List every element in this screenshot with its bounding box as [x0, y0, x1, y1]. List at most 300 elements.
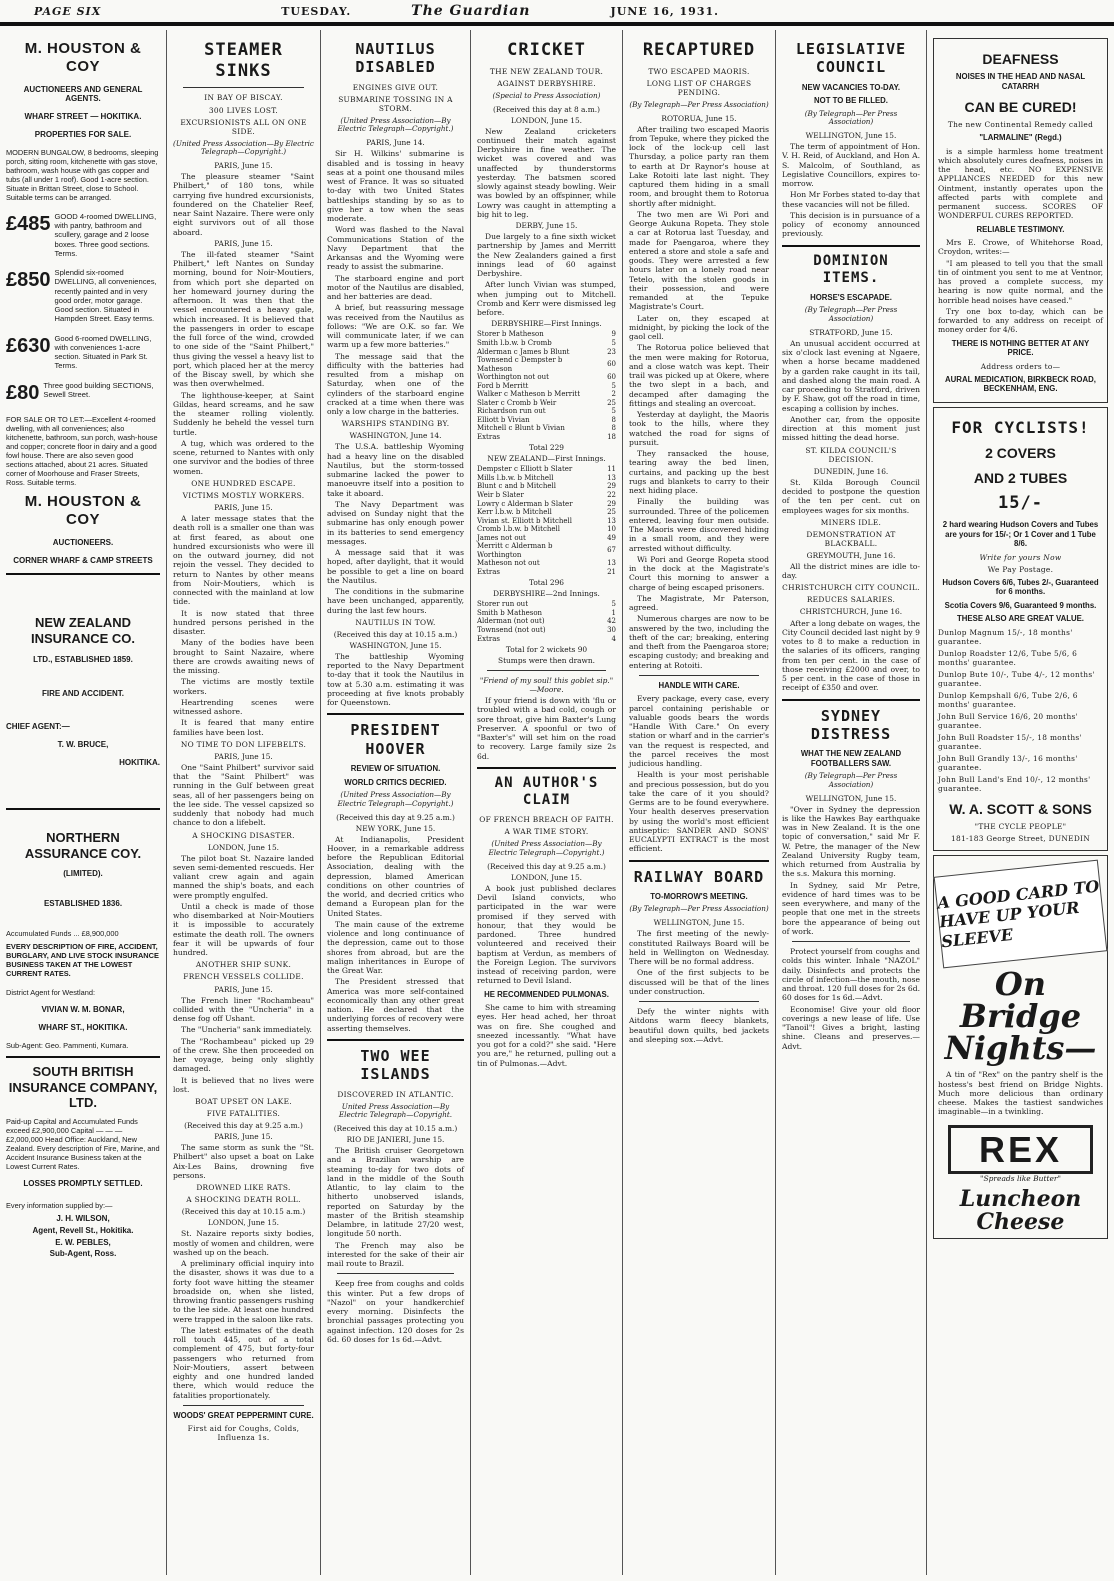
- runs: 13: [607, 516, 616, 525]
- subhead: FRENCH VESSELS COLLIDE.: [183, 972, 304, 982]
- subhead: ONE HUNDRED ESCAPE.: [191, 478, 296, 488]
- runs: 2: [611, 390, 616, 399]
- cycle-people: "THE CYCLE PEOPLE": [974, 822, 1067, 832]
- subhead: BOAT UPSET ON LAKE.: [195, 1097, 292, 1107]
- paragraph: The message said that the difficulty with the batteries had resulted from a mishap on Saturday, when one of the cylinders of the starboard engine cracked at a time when there was only a low charge in the batteries.: [327, 351, 464, 417]
- score-row: [477, 407, 616, 416]
- paragraph: They ransacked the house, tearing away the bed linen, curtains, and packing up the best rugs and blankets to carry to their next hiding place.: [629, 449, 769, 496]
- batsman: Smith l.b.w. b Cromb: [477, 338, 552, 347]
- column-nautilus: [320, 30, 470, 1575]
- runs: 67: [607, 546, 616, 555]
- south-british-title: SOUTH BRITISH INSURANCE COMPANY, LTD.: [8, 1063, 158, 1111]
- paragraph: Every package, every case, every parcel containing perishable or valuable goods bears the words "Handle With Care." On every station or wharf and in the carrier's van the request is respected, and the parcel receives the most judicious handling.: [629, 694, 769, 769]
- larmaline-name: "LARMALINE" (Regd.): [979, 133, 1062, 143]
- blankets-ad: Defy the winter nights with Aitdons warm fleecy blankets, beautiful down quilts, bed jackets and sleeping sox.—Advt.: [629, 1007, 769, 1044]
- cyclists-ad: [933, 407, 1108, 852]
- runs: 5: [611, 381, 616, 390]
- batsman: Alderman (not out): [477, 617, 545, 626]
- headline-nautilus: NAUTILUS DISABLED: [355, 40, 436, 77]
- date-label: JUNE 16, 1931.: [610, 4, 719, 18]
- headline-president-hoover: PRESIDENT HOOVER: [350, 721, 441, 758]
- listing-text: Good 6-roomed DWELLING, with conveniences 1-acre section. Situated in Park St. Terms.: [54, 333, 152, 371]
- divider: [639, 1001, 759, 1002]
- paragraph: Word was flashed to the Naval Communications Station of the Navy Department that the Arkansas and the Wyoming were ready to assist the submarine.: [327, 225, 464, 272]
- scorecard-heading: DERBYSHIRE—2nd Innings.: [493, 589, 600, 599]
- listing-text: Three good building SECTIONS, Sewell Street.: [43, 380, 154, 399]
- paragraph: The pleasure steamer "Saint Philbert," of 180 tons, while carrying five hundred excursionists, foundered on the Chatelier Reef, near Saint Nazaire. There were only eight survivors out of all those aboard.: [173, 172, 314, 237]
- chief-agent-label: CHIEF AGENT:—: [6, 722, 70, 732]
- paragraph: The Magistrate, Mr Paterson, agreed.: [629, 593, 769, 613]
- price: £630: [6, 334, 51, 357]
- score-row: [477, 559, 616, 568]
- batsman: Richardson run out: [477, 407, 546, 416]
- paragraph: One "Saint Philbert" survivor said that the "Saint Philbert" was running in the Gulf between great seas, all of her passengers being on the lee side. The vessel capsized so suddenly that nobody had much chance to don a lifebelt.: [173, 762, 314, 828]
- credit-line: (United Press Association—By Electric Telegraph—Copyright.): [173, 138, 314, 157]
- divider: [327, 713, 464, 715]
- dateline: GREYMOUTH, June 16.: [806, 550, 896, 560]
- luncheon-cheese: Luncheon Cheese: [959, 1185, 1082, 1235]
- subhead: ENGINES GIVE OUT.: [352, 82, 439, 92]
- paragraph: "Over in Sydney the depression is like the Hawkes Bay earthquake was in New Zealand. It is the one topic of conversation," said Mr F. W. Petre, the manager of the New Zealand University Rugby team, which returned from Australia by the s.s. Makura this morning.: [782, 804, 920, 879]
- score-row: [477, 339, 616, 348]
- bungalow-listing: MODERN BUNGALOW, 8 bedrooms, sleeping porch, sitting room, kitchenette with gas stove, bathroom, wash house with gas copper and tubs (all under 1 roof). Good 1-acre section. Situate in Brittan Street, close to School. Suitable terms can be arranged.: [6, 147, 159, 202]
- south-british-details: Paid-up Capital and Accumulated Funds exceed £2,900,000 Capital — — — £2,000,000 Head Office: Auckland, New Zealand. Every description of Fire, Marine, and Accident Insurance Business taken at the Lowest Current Rates.: [6, 1117, 160, 1172]
- subhead: LONG LIST OF CHARGES PENDING.: [646, 78, 752, 97]
- paragraph: The term of appointment of Hon. V. H. Reid, of Auckland, and Hon A. S. Malcolm, of Southland, as Legislative Councillors, expires to-morrow.: [782, 142, 920, 189]
- headline-legislative-council: LEGISLATIVE COUNCIL: [795, 40, 907, 77]
- district-agent-label: District Agent for Westland:: [6, 988, 95, 998]
- paragraph: St. Nazaire reports sixty bodies, mostly of women and children, were washed up on the beach.: [173, 1229, 314, 1257]
- write-now: Write for yours Now: [979, 552, 1062, 562]
- credit-line: (United Press Association—By Electric Telegraph—Copyright.): [488, 839, 605, 857]
- dateline: LONDON, June 15.: [207, 842, 280, 852]
- tyre-item: Dunlop Kempshall 6/6, Tube 2/6, 6 months' guarantee.: [938, 690, 1078, 709]
- paragraph: Another car, from the opposite direction at this moment just missed hitting the dead horse.: [782, 414, 920, 443]
- subhead: NO TIME TO DON LIFEBELTS.: [180, 739, 307, 749]
- houston-tagline: AUCTIONEERS AND GENERAL AGENTS.: [23, 84, 143, 104]
- paragraph: A message said that it was hoped, after daylight, that it would be possible to get a line on board the Nautilus.: [327, 548, 464, 585]
- deafness-ad: [933, 38, 1108, 403]
- address-label: Address orders to—: [980, 361, 1061, 371]
- score-row: [477, 491, 616, 500]
- score-row: [477, 424, 616, 433]
- runs: 29: [607, 499, 616, 508]
- batsman: Merritt c Alderman b Worthington: [477, 542, 553, 559]
- dateline: CHRISTCHURCH, June 16.: [799, 607, 903, 617]
- dateline: PARIS, June 15.: [214, 1132, 273, 1142]
- rex-ad: [933, 855, 1108, 1238]
- subhead: IN BAY OF BISCAY.: [204, 93, 283, 103]
- subhead: DROWNED LIKE RATS.: [196, 1183, 291, 1193]
- dateline: DUNEDIN, June 16.: [813, 466, 889, 476]
- insurance-description: EVERY DESCRIPTION OF FIRE, ACCIDENT, BURGLARY, AND LIVE STOCK INSURANCE BUSINESS TAKEN AT THE LOWEST CURRENT RATES.: [6, 941, 159, 979]
- paragraph: Health is your most perishable and precious possession, but do you take the care of it you should? Germs are to be found everywhere. Your health deserves preservation by using the world's most efficient antiseptic: SANDER AND SONS' EUCALYPTI EXTRACT is the most efficient.: [629, 770, 769, 854]
- nz-established: LTD., ESTABLISHED 1859.: [33, 654, 133, 664]
- divider: [792, 941, 910, 942]
- auctioneers-label: AUCTIONEERS.: [52, 537, 114, 547]
- runs: 13: [607, 473, 616, 482]
- quote: "Friend of my soul! this goblet sip." —Moore.: [479, 676, 614, 695]
- paragraph: After a long debate on wages, the City Council decided last night by 9 votes to 8 to make a reduction in the salaries of its officers, ranging from ten per cent. in the case of those receiving £2000 and over, to 5 per cent. in the case of those in receipt of £350 and over.: [782, 618, 920, 693]
- dateline: PARIS, June 15.: [214, 751, 273, 761]
- batsman: James not out: [477, 533, 526, 542]
- subhead: NEW VACANCIES TO-DAY.: [801, 82, 901, 92]
- headline-railway-board: RAILWAY BOARD: [633, 867, 765, 886]
- headline-steamer-sinks: STEAMER SINKS: [204, 40, 283, 81]
- batsman: Alderman c James b Blunt: [477, 347, 570, 356]
- properties-heading: PROPERTIES FOR SALE.: [34, 129, 132, 139]
- tyre-item: John Bull Roadster 15/-, 18 months' guarantee.: [938, 733, 1082, 752]
- nazol-ad-2: Protect yourself from coughs and colds this winter. Inhale "NAZOL" daily. Disinfects and protects the circle of infection—the mouth, nose and throat. 120 full doses for 2s 6d. 60 doses for 1s 6d.—Advt.: [782, 947, 920, 1003]
- batsman: Extras: [477, 432, 500, 441]
- runs: 8: [611, 415, 616, 424]
- dateline: PARIS, June 15.: [214, 238, 273, 248]
- paragraph: Heartrending scenes were witnessed ashore.: [173, 697, 314, 717]
- divider: [6, 573, 160, 575]
- paragraph: Wi Pori and George Ropeta stood in the dock at the Magistrate's Court this morning to answer a charge of being escaped prisoners.: [629, 554, 769, 592]
- price: £850: [6, 269, 51, 292]
- subhead: TO-MORROW'S MEETING.: [650, 891, 748, 901]
- listing-text: GOOD 4-roomed DWELLING, with pantry, bathroom and scullery, garage and 2 loose boxes. Three good sections. Terms.: [54, 211, 157, 258]
- credit-line: (United Press Association—By Electric Telegraph—Copyright.): [337, 790, 454, 808]
- paragraph: It is now stated that three hundred persons perished in the disaster.: [173, 608, 314, 637]
- subhead: REDUCES SALARIES.: [806, 595, 896, 605]
- batsman: Kerr l.b.w. b Mitchell: [477, 508, 552, 517]
- also-value: THESE ALSO ARE GREAT VALUE.: [957, 614, 1084, 624]
- batsman: Elliott b Vivian: [477, 415, 530, 424]
- batsman: Dempster c Elliott b Slater: [477, 465, 573, 474]
- score-row: [477, 609, 616, 618]
- spreads-like-butter: "Spreads like Butter": [980, 1174, 1061, 1184]
- limited-label: (LIMITED).: [63, 869, 103, 879]
- dateline: LONDON, June 15.: [207, 1218, 280, 1228]
- paragraph: The ill-fated steamer "Saint Philbert," left Nantes on Sunday morning, bound for Noir-Moutiers, from which port she departed on her homeward journey during the afternoon. It was then that the vessel encountered a heavy gale, which increased. It is believed that the passengers in order to escape the full force of the wind, crowded to one side of the "Saint Philbert," thus giving the vessel a heavy list to port, which placed her at the mercy of the Biscay swell, by which she was then overwhelmed.: [173, 249, 314, 389]
- postage: We Pay Postage.: [987, 564, 1054, 574]
- subhead: NOT TO BE FILLED.: [814, 96, 888, 106]
- batsman: Worthington not out: [477, 373, 549, 382]
- headline-sydney-distress: SYDNEY DISTRESS: [810, 706, 892, 743]
- runs: 11: [607, 465, 616, 474]
- aural-address: AURAL MEDICATION, BIRKBECK ROAD, BECKENHAM, ENG.: [945, 374, 1096, 394]
- can-be-cured: CAN BE CURED!: [964, 99, 1077, 116]
- score-row: [477, 568, 616, 577]
- headline-authors-claim: AN AUTHOR'S CLAIM: [494, 774, 599, 808]
- headline-two-wee-islands: TWO WEE ISLANDS: [360, 1046, 431, 1084]
- paragraph: The "Uncheria" sank immediately.: [181, 1025, 312, 1035]
- runs: 5: [611, 338, 616, 347]
- paragraph: The starboard engine and port motor of the Nautilus are disabled, and her batteries are dead.: [327, 273, 464, 302]
- tanoil-ad: Economise! Give your old floor coverings a new lease of life. Use "Tanoil"! Gives a bright, lasting shine. Cleans and preserves.—Advt.: [782, 1004, 920, 1051]
- paragraph: An unusual accident occurred at six o'clock last evening at Ngaere, when a horse became maddened by a garden rake caught in its tail, and dashed along the main road. A car proceeding to Stratford, driven by F. Shaw, got off the road in time, escaping a collision by inches.: [782, 338, 920, 413]
- divider: [6, 808, 160, 810]
- batsman: Extras: [477, 567, 500, 576]
- vivian-name: VIVIAN W. M. BONAR,: [41, 1005, 125, 1015]
- tyre-item: Dunlop Magnum 15/-, 18 months' guarantee.: [938, 627, 1073, 646]
- paragraph: Hon Mr Forbes stated to-day that these vacancies will not be filled.: [782, 190, 920, 209]
- runs: 13: [607, 559, 616, 568]
- cyclists-title: FOR CYCLISTS!: [951, 417, 1090, 437]
- paragraph: It is believed that no lives were lost.: [173, 1075, 314, 1094]
- runs: 42: [607, 617, 616, 626]
- column-steamer: [166, 30, 320, 1575]
- runs: 18: [607, 432, 616, 441]
- paragraph: The French liner "Rochambeau" collided with the "Uncheria" in a dense fog off Ushant.: [173, 995, 314, 1024]
- paragraph: New Zealand cricketers continued their match against Derbyshire in fine weather. The wicket was covered and was unaffected by thunderstorms yesterday. The batsmen scored slowly against steady bowling. Weir was bowled by an offspinner, while Lowry was caught in attempting a big hit to leg.: [477, 126, 616, 219]
- page-number: PAGE SIX: [34, 4, 102, 18]
- testimony-quote: "I am pleased to tell you that the small tin of ointment you sent to me at Ventnor, has proved a complete success, my hearing is now quite normal, and the horrible head noises have ceased.": [938, 258, 1103, 305]
- deafness-title: DEAFNESS: [982, 51, 1059, 67]
- subhead: DEMONSTRATION AT BLACKBALL.: [806, 529, 896, 548]
- paragraph: A later message states that the death roll is a smaller one than was at first feared, as about one hundred excursionists who were ill on the outward journey, did not rejoin the vessel. They decided to return to Nantes by other means from Noir-Moutiers, which is connected with the mainland at low tide.: [173, 514, 314, 607]
- paragraph: The Rotorua police believed that the men were making for Rotorua, and a close watch was kept. Their trail was picked up at Okere, where the two slept in a bach, and decamped after damaging the fittings and stealing an overcoat.: [629, 343, 769, 408]
- batsman: Vivian st. Elliott b Mitchell: [477, 516, 572, 525]
- headline-dominion-items: DOMINION ITEMS.: [813, 252, 889, 286]
- credit-line: (United Press Association—By Electric Telegraph—Copyright.): [337, 115, 454, 134]
- scorecard-nz-1: [477, 465, 616, 576]
- info-label: Every information supplied by:—: [6, 1201, 113, 1211]
- peppermint-ad: WOODS' GREAT PEPPERMINT CURE.: [173, 1410, 314, 1420]
- runs: 49: [607, 533, 616, 542]
- deafness-subtitle: NOISES IN THE HEAD AND NASAL CATARRH: [955, 72, 1086, 91]
- credit-line: United Press Association—By Electric Telegraph—Copyright.: [338, 1101, 453, 1120]
- losses-settled: LOSSES PROMPTLY SETTLED.: [23, 1179, 143, 1189]
- scorecard-heading: NEW ZEALAND—First Innings.: [487, 454, 606, 464]
- subhead: TWO ESCAPED MAORIS.: [648, 66, 750, 76]
- score-row: [477, 635, 616, 644]
- subhead: DISCOVERED IN ATLANTIC.: [337, 1089, 454, 1099]
- score-row: [477, 390, 616, 399]
- batsman: Storer run out: [477, 600, 529, 609]
- paragraph: The same storm as sunk the "St. Philbert" also upset a boat on Lake Aix-Les Bains, drowning five persons.: [173, 1143, 314, 1180]
- rex-text: A tin of "Rex" on the pantry shelf is the hostess's best friend on Bridge Nights. Much more delicious than ordinary cheese. Makes the tastiest sandwiches imaginable—in a twinkling.: [938, 1070, 1103, 1117]
- paragraph: The main cause of the extreme violence and long continuance of the depression, came out to those shores from abroad, but are the malign inheritances in Europe of the Great War.: [327, 919, 464, 976]
- listing-text: Splendid six-roomed DWELLING, all conveniences, recently painted and in very good order, motor garage. Good section. Situated in Hampden Street. Easy terms.: [54, 268, 157, 324]
- scorecard-heading: DERBYSHIRE—First Innings.: [491, 319, 602, 329]
- paragraph: The French may also be interested for the sake of their air mail route to Brazil.: [327, 1240, 464, 1269]
- score-row: [477, 525, 616, 534]
- agent-name: T. W. BRUCE,: [57, 740, 109, 750]
- score-row: [477, 373, 616, 382]
- dateline: WELLINGTON, June 15.: [653, 918, 745, 928]
- order-text: Try one box to-day, which can be forwarded to any address on receipt of money order for 4/6.: [938, 306, 1103, 335]
- divider: [629, 860, 769, 862]
- subhead: AGAINST DERBYSHIRE.: [497, 78, 596, 88]
- batsman: Extras: [477, 634, 500, 643]
- paragraph: A brief, but reassuring message was received from the Nautilus as follows: "We are O.K. so far. We will communicate later, if we can warm up a few more batteries.": [327, 303, 464, 350]
- paragraph: Numerous charges are now to be answered by the two, including the theft of the car; breaking, entering and theft from the Paengaroa store; escaping custody; and breaking and entering at Rotoiti.: [629, 614, 769, 670]
- corner-address: CORNER WHARF & CAMP STREETS: [13, 555, 153, 565]
- batsman: Ford b Merritt: [477, 381, 529, 390]
- dateline: ROTORUA, June 15.: [661, 113, 737, 123]
- paragraph: Many of the bodies have been brought to Saint Nazaire, where there are crowds awaiting news of the missing.: [173, 638, 314, 676]
- runs: 25: [607, 508, 616, 517]
- score-row: [477, 399, 616, 408]
- subhead: A WAR TIME STORY.: [504, 827, 589, 837]
- paragraph: This decision is in pursuance of a policy of economy announced previously.: [782, 210, 920, 239]
- nothing-better: THERE IS NOTHING BETTER AT ANY PRICE.: [951, 338, 1090, 358]
- paragraph: The "Rochambeau" picked up 29 of the crew. She then proceeded on her voyage, being only slightly damaged.: [173, 1036, 314, 1074]
- subhead: REVIEW OF SITUATION.: [350, 764, 441, 774]
- credit-line: (Special to Press Association): [492, 90, 601, 100]
- batsman: Weir b Slater: [477, 491, 524, 500]
- subhead: WHAT THE NEW ZEALAND FOOTBALLERS SAW.: [800, 749, 902, 768]
- score-row: [477, 482, 616, 491]
- received-line: (Received this day at 8 a.m.): [493, 104, 600, 114]
- score-row: [477, 500, 616, 509]
- credit-line: (By Telegraph—Per Press Association): [629, 904, 769, 914]
- northern-assurance-title: NORTHERN ASSURANCE COY.: [24, 829, 142, 861]
- scott-title: W. A. SCOTT & SONS: [949, 801, 1092, 818]
- listing-485: [6, 212, 160, 258]
- sub-agent: Sub-Agent: Geo. Pammenti, Kumara.: [6, 1040, 129, 1050]
- subhead: FIVE FATALITIES.: [206, 1109, 281, 1119]
- subhead: HANDLE WITH CARE.: [658, 680, 740, 690]
- dateline: WASHINGTON, June 15.: [349, 640, 442, 650]
- divider: [782, 699, 920, 701]
- subhead: VICTIMS MOSTLY WORKERS.: [182, 491, 305, 500]
- paragraph: Sir H. Wilkins' submarine is disabled and is tossing in heavy seas at a point one thousand miles west of France. It was so situated to-day with two United States battleships standing by so as to give her a tow when the seas moderate.: [327, 149, 464, 224]
- runs: 21: [607, 567, 616, 576]
- score-row: [477, 465, 616, 474]
- paragraph: The Navy Department was advised on Sunday night that the submarine has only enough power in its batteries to send emergency messages.: [327, 499, 464, 546]
- runs: 60: [607, 360, 616, 369]
- dateline: PARIS, June 14.: [366, 138, 425, 148]
- divider: [487, 670, 606, 671]
- score-row: [477, 348, 616, 357]
- scorecard-total: Total 229: [528, 443, 564, 453]
- score-row: [477, 534, 616, 543]
- houston-street: WHARF STREET — HOKITIKA.: [24, 112, 142, 122]
- paragraph: The conditions in the submarine have been unchanged, apparently, during the last few hours.: [327, 587, 464, 615]
- paragraph: One of the first subjects to be discussed will be that of the lines under construction.: [629, 968, 769, 996]
- listing-80: [6, 381, 160, 405]
- paragraph: She came to him with streaming eyes. Her head ached, her throat was on fire. She coughed and sneezed incessantly. "What have you got for a cold?" she said. "Here you are," he returned, pulling out a tin of Pulmonas.—Advt.: [477, 1003, 616, 1068]
- tyre-item: John Bull Land's End 10/-, 12 months' guarantee.: [938, 775, 1091, 794]
- subhead: EXCURSIONISTS ALL ON ONE SIDE.: [180, 117, 307, 136]
- score-row: [477, 600, 616, 609]
- for-sale-listing: FOR SALE OR TO LET:—Excellent 4-roomed dwelling, with all conveniences; also kitchenette, bathroom, sun porch, wash-house and copper; concrete floor in dairy and a good fowl house. There are also seven good sections attached, about 21 acres. Situated corner of Moorhouse and Fraser Streets, Ross. Suitable terms.: [6, 414, 158, 488]
- credit-line: (By Telegraph—Per Press Association): [804, 108, 898, 127]
- paragraph: The victims are mostly textile workers.: [173, 677, 314, 696]
- masthead: [0, 0, 1114, 26]
- established-label: ESTABLISHED 1836.: [43, 899, 123, 909]
- houston-firm-2: M. HOUSTON & COY: [24, 493, 142, 529]
- runs: 10: [607, 525, 616, 534]
- price-label: 15/-: [998, 493, 1043, 514]
- subhead: ANOTHER SHIP SUNK.: [195, 960, 292, 970]
- wilson-name: J. H. WILSON,: [56, 1214, 110, 1224]
- credit-line: (By Telegraph—Per Press Association): [804, 771, 898, 789]
- subhead: MINERS IDLE.: [820, 517, 882, 527]
- paragraph: The pilot boat St. Nazaire landed seven semi-demented rescueds. Her valiant crew again and again manned the ship's boats, and each were promptly engulfed.: [173, 853, 314, 900]
- scotia-guarantee: Scotia Covers 9/6, Guaranteed 9 months.: [944, 600, 1097, 610]
- paragraph: At Indianapolis, President Hoover, in a remarkable address before the Republican Editorial Association, dealing with the depression, blamed American conditions on other countries of the world, and decried critics who demand a European plan for the United States.: [327, 834, 464, 918]
- runs: 60: [607, 373, 616, 382]
- column-advertisements: [0, 30, 166, 1575]
- paragraph: Finally the building was surrounded. Three of the policemen entered, leaving four men outside. The Maoris were discovered hiding in a small room, and they were arrested without difficulty.: [629, 497, 769, 553]
- divider: [183, 1405, 304, 1406]
- hudson-guarantee: Hudson Covers 6/6, Tubes 2/-, Guaranteed for 6 months.: [942, 577, 1099, 597]
- dateline: PARIS, June 15.: [214, 984, 273, 994]
- peppermint-ad-text: First aid for Coughs, Colds, Influenza 1s.: [187, 1424, 300, 1443]
- divider: [782, 245, 920, 247]
- runs: 5: [611, 407, 616, 416]
- score-row: [477, 356, 616, 373]
- price: £80: [6, 381, 40, 404]
- dateline: PARIS, June 15.: [214, 503, 273, 513]
- card-illustration: A GOOD CARD TO HAVE UP YOUR SLEEVE: [934, 860, 1108, 969]
- subhead: ST. KILDA COUNCIL'S DECISION.: [805, 445, 897, 464]
- paragraph: The lighthouse-keeper, at Saint Gildas, heard screams, and he saw the steamer rolling violently. Suddenly he beheld the vessel turn turtle.: [173, 390, 314, 437]
- batsman: Townsend (not out): [477, 625, 546, 634]
- score-row: [477, 517, 616, 526]
- day-label: TUESDAY.: [281, 4, 352, 18]
- runs: 5: [611, 600, 616, 609]
- listing-630: [6, 334, 160, 371]
- received-line: (Received this day at 10.15 a.m.): [333, 1124, 458, 1134]
- runs: 30: [607, 625, 616, 634]
- column-cricket: [470, 30, 622, 1575]
- dateline: LONDON, June 15.: [510, 872, 583, 882]
- received-line: (Received this day at 9.25 a.m.): [336, 812, 455, 822]
- batsman: Walker c Matheson b Merritt: [477, 390, 581, 399]
- divider: [327, 1039, 464, 1041]
- divider: [6, 1056, 160, 1058]
- dateline: WELLINGTON, June 15.: [805, 793, 897, 803]
- paragraph: Due largely to a fine sixth wicket partnership by James and Merritt the New Zealanders gained a first innings lead of 60 against Derbyshire.: [477, 232, 616, 279]
- wilson-address: Agent, Revell St., Hokitika.: [32, 1225, 134, 1235]
- scorecard-total: Total 296: [528, 578, 564, 588]
- testimony-label: RELIABLE TESTIMONY.: [976, 224, 1065, 234]
- divider: [639, 675, 759, 676]
- subhead: CHRISTCHURCH CITY COUNCIL.: [782, 583, 920, 593]
- scorecard-derbyshire-1: [477, 330, 616, 441]
- runs: 4: [611, 634, 616, 643]
- batsman: Blunt c and b Mitchell: [477, 482, 556, 491]
- batsman: Mitchell c Blunt b Vivian: [477, 424, 565, 433]
- received-line: (Received this day at 10.15 a.m.): [181, 1207, 306, 1217]
- larmaline-text: is a simple harmless home treatment which absolutely cures deafness, noises in the head, etc. NO EXPENSIVE APPLIANCES NEEDED for this new Ointment, instantly operates upon the affected parts with complete and permanent success. SCORES OF WONDERFUL CURES REPORTED.: [938, 146, 1103, 221]
- covers-label: 2 COVERS: [985, 445, 1056, 462]
- received-line: (Received this day at 9.25 a.m.): [487, 861, 606, 871]
- score-row: [477, 382, 616, 391]
- paragraph: The latest estimates of the death roll touch 445, out of a total complement of 475, but forty-four passengers who returned from Noir-Moutiers, assert between eighty and one hundred landed there, which would reduce the fatalities proportionately.: [173, 1325, 314, 1400]
- on-bridge-nights: On Bridge Nights—: [944, 965, 1097, 1068]
- subhead: 300 LIVES LOST.: [208, 105, 279, 115]
- peebles-name: E. W. PEBLES,: [55, 1237, 111, 1247]
- subhead: HORSE'S ESCAPADE.: [810, 292, 892, 302]
- runs: 23: [607, 347, 616, 356]
- tyre-item: John Bull Grandly 13/-, 16 months' guarantee.: [938, 754, 1078, 773]
- rex-logo: REX: [948, 1125, 1093, 1175]
- dateline: PARIS, June 15.: [214, 161, 273, 171]
- subhead: A SHOCKING DEATH ROLL.: [186, 1195, 301, 1205]
- paragraph: The battleship Wyoming reported to the Navy Department to-day that it took the Nautilus in tow at 5.30 a.m. estimating it was proceeding at five knots probably for Queenstown.: [327, 651, 464, 708]
- tyre-item: Dunlop Roadster 12/6, Tube 5/6, 6 months' guarantee.: [938, 648, 1078, 667]
- paragraph: After trailing two escaped Maoris from Tepuke, where they picked the lock of the lock-up cell last Thursday, a police party ran them to earth at Dr Raynor's house at Lake Rotoiti late last night. They captured them hiding in a small room, and brought them to Rotorua shortly after midnight.: [629, 124, 769, 208]
- vivian-address: WHARF ST., HOKITIKA.: [38, 1022, 128, 1032]
- subhead: OF FRENCH BREACH OF FAITH.: [479, 815, 614, 825]
- remedy-intro: The new Continental Remedy called: [947, 120, 1094, 130]
- baxters-ad: If your friend is down with 'flu or troubled with a bad cold, cough or sore throat, give him Baxter's Lung Preserver. A spoonful or two of "Baxter's" will set him on the road to recovery. Large family size 2s 6d.: [477, 696, 616, 761]
- column-legislative: [775, 30, 926, 1575]
- batsman: Mills l.b.w. b Mitchell: [477, 473, 554, 482]
- credit-line: (By Telegraph—Per Press Association): [804, 305, 898, 324]
- score-row: [477, 330, 616, 339]
- paragraph: After lunch Vivian was stumped, when jumping out to Mitchell. Cromb and Kerr were dismissed leg before.: [477, 280, 616, 318]
- dateline: DERBY, June 15.: [515, 221, 578, 231]
- nz-insurance-title: NEW ZEALAND INSURANCE CO.: [30, 615, 135, 647]
